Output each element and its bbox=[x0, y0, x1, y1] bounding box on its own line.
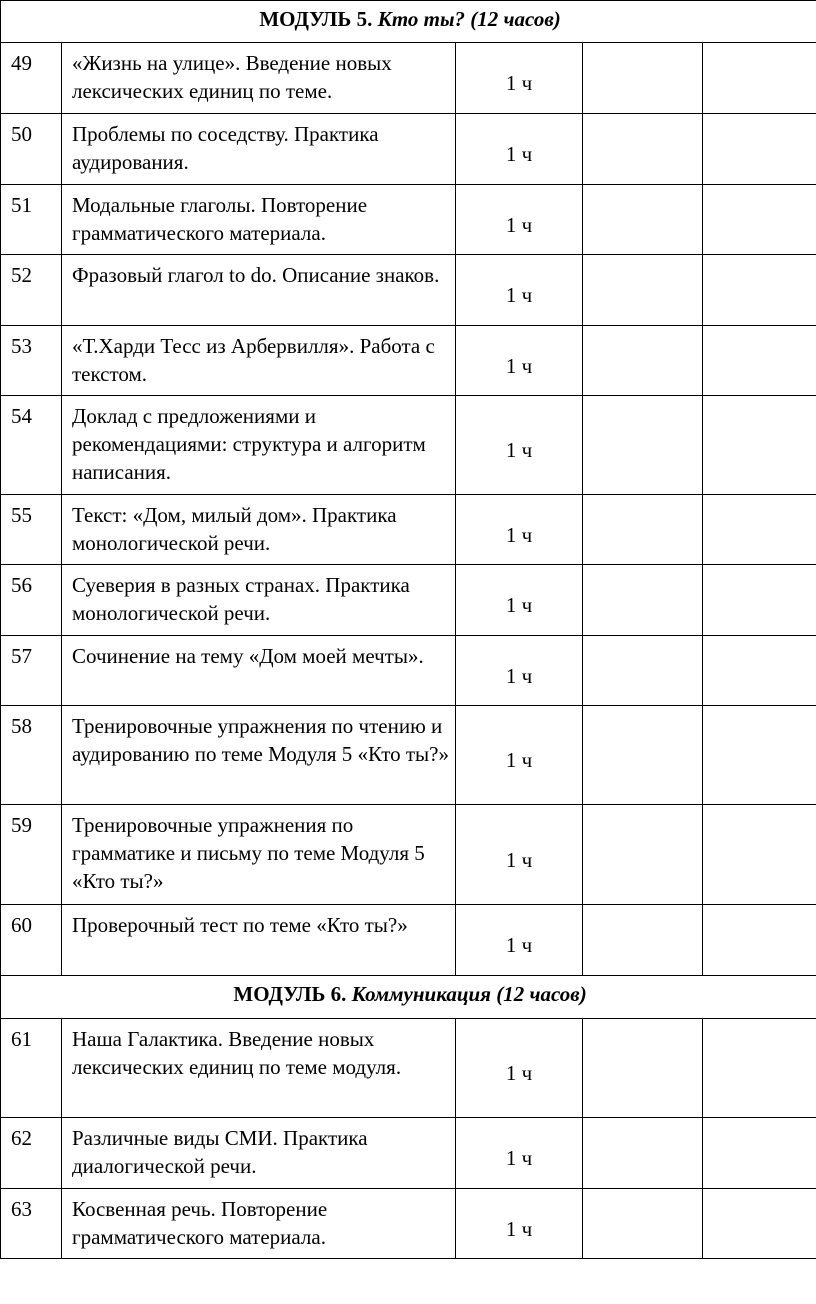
lesson-topic: Проблемы по соседству. Практика аудирования. bbox=[62, 114, 456, 185]
lesson-hours: 1 ч bbox=[456, 1019, 583, 1118]
table-row bbox=[1, 43, 816, 114]
lesson-topic: «Жизнь на улице». Введение новых лексических единиц по теме. bbox=[62, 43, 456, 114]
empty-cell bbox=[703, 636, 816, 706]
lesson-number: 49 bbox=[1, 43, 62, 114]
lesson-number: 57 bbox=[1, 636, 62, 706]
lesson-hours: 1 ч bbox=[456, 185, 583, 255]
lesson-number: 61 bbox=[1, 1019, 62, 1118]
lesson-number: 50 bbox=[1, 114, 62, 185]
lesson-hours: 1 ч bbox=[456, 396, 583, 495]
empty-cell bbox=[583, 326, 703, 396]
table-row bbox=[1, 396, 816, 495]
lesson-hours: 1 ч bbox=[456, 43, 583, 114]
empty-cell bbox=[703, 396, 816, 495]
empty-cell bbox=[703, 1019, 816, 1118]
lesson-topic: Различные виды СМИ. Практика диалогической речи. bbox=[62, 1118, 456, 1189]
lesson-hours: 1 ч bbox=[456, 636, 583, 706]
empty-cell bbox=[703, 255, 816, 326]
module-header-row bbox=[1, 976, 816, 1019]
empty-cell bbox=[583, 1189, 703, 1259]
table-row bbox=[1, 805, 816, 905]
empty-cell bbox=[703, 706, 816, 805]
empty-cell bbox=[583, 706, 703, 805]
lesson-topic: Доклад с предложениями и рекомендациями: структура и алгоритм написания. bbox=[62, 396, 456, 495]
empty-cell bbox=[703, 185, 816, 255]
table-row bbox=[1, 1189, 816, 1259]
lesson-number: 53 bbox=[1, 326, 62, 396]
empty-cell bbox=[583, 636, 703, 706]
empty-cell bbox=[703, 326, 816, 396]
table-row bbox=[1, 905, 816, 976]
lesson-topic: Проверочный тест по теме «Кто ты?» bbox=[62, 905, 456, 976]
lesson-topic: Тренировочные упражнения по грамматике и письму по теме Модуля 5 «Кто ты?» bbox=[62, 805, 456, 905]
empty-cell bbox=[703, 1118, 816, 1189]
table-row bbox=[1, 114, 816, 185]
table-row bbox=[1, 565, 816, 636]
empty-cell bbox=[703, 565, 816, 636]
lesson-hours: 1 ч bbox=[456, 114, 583, 185]
module-title: Кто ты? (12 часов) bbox=[377, 7, 561, 31]
module-6-header bbox=[1, 976, 816, 1019]
lesson-number: 55 bbox=[1, 495, 62, 565]
empty-cell bbox=[583, 495, 703, 565]
module-label: МОДУЛЬ 6. bbox=[233, 982, 347, 1006]
empty-cell bbox=[583, 1019, 703, 1118]
lesson-topic: «Т.Харди Тесс из Арбервилля». Работа с текстом. bbox=[62, 326, 456, 396]
lesson-number: 56 bbox=[1, 565, 62, 636]
table-row bbox=[1, 1019, 816, 1118]
lesson-hours: 1 ч bbox=[456, 255, 583, 326]
table-row bbox=[1, 255, 816, 326]
table-row bbox=[1, 326, 816, 396]
lesson-number: 59 bbox=[1, 805, 62, 905]
module-header-row bbox=[1, 1, 816, 43]
empty-cell bbox=[583, 43, 703, 114]
lesson-topic: Тренировочные упражнения по чтению и аудированию по теме Модуля 5 «Кто ты?» bbox=[62, 706, 456, 805]
empty-cell bbox=[703, 495, 816, 565]
lesson-topic: Суеверия в разных странах. Практика монологической речи. bbox=[62, 565, 456, 636]
empty-cell bbox=[583, 1118, 703, 1189]
table-row bbox=[1, 495, 816, 565]
lesson-topic: Сочинение на тему «Дом моей мечты». bbox=[62, 636, 456, 706]
lesson-hours: 1 ч bbox=[456, 905, 583, 976]
empty-cell bbox=[703, 905, 816, 976]
module-title: Коммуникация (12 часов) bbox=[351, 982, 587, 1006]
lesson-topic: Модальные глаголы. Повторение грамматического материала. bbox=[62, 185, 456, 255]
empty-cell bbox=[703, 114, 816, 185]
lesson-hours: 1 ч bbox=[456, 565, 583, 636]
empty-cell bbox=[583, 905, 703, 976]
lesson-hours: 1 ч bbox=[456, 1189, 583, 1259]
module-label: МОДУЛЬ 5. bbox=[259, 7, 373, 31]
lesson-hours: 1 ч bbox=[456, 326, 583, 396]
lesson-number: 52 bbox=[1, 255, 62, 326]
lesson-number: 54 bbox=[1, 396, 62, 495]
empty-cell bbox=[703, 43, 816, 114]
lesson-number: 51 bbox=[1, 185, 62, 255]
table-row bbox=[1, 636, 816, 706]
lesson-topic: Косвенная речь. Повторение грамматического материала. bbox=[62, 1189, 456, 1259]
empty-cell bbox=[583, 805, 703, 905]
lesson-number: 58 bbox=[1, 706, 62, 805]
table-row bbox=[1, 706, 816, 805]
empty-cell bbox=[583, 114, 703, 185]
lesson-hours: 1 ч bbox=[456, 1118, 583, 1189]
lesson-number: 60 bbox=[1, 905, 62, 976]
empty-cell bbox=[583, 565, 703, 636]
empty-cell bbox=[583, 185, 703, 255]
lesson-number: 62 bbox=[1, 1118, 62, 1189]
lesson-number: 63 bbox=[1, 1189, 62, 1259]
module-5-header bbox=[1, 1, 816, 43]
lesson-hours: 1 ч bbox=[456, 805, 583, 905]
lesson-topic: Фразовый глагол to do. Описание знаков. bbox=[62, 255, 456, 326]
table-row bbox=[1, 185, 816, 255]
lesson-topic: Текст: «Дом, милый дом». Практика монологической речи. bbox=[62, 495, 456, 565]
lesson-hours: 1 ч bbox=[456, 706, 583, 805]
empty-cell bbox=[703, 805, 816, 905]
empty-cell bbox=[583, 255, 703, 326]
empty-cell bbox=[583, 396, 703, 495]
table-row bbox=[1, 1118, 816, 1189]
lesson-topic: Наша Галактика. Введение новых лексических единиц по теме модуля. bbox=[62, 1019, 456, 1118]
lesson-hours: 1 ч bbox=[456, 495, 583, 565]
empty-cell bbox=[703, 1189, 816, 1259]
